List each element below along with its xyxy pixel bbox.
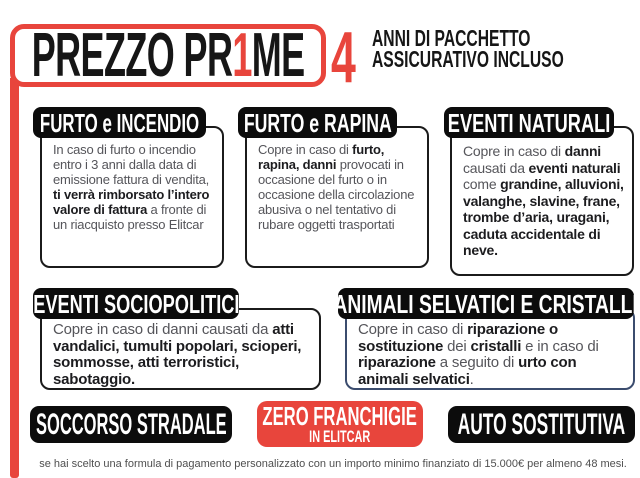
card-body-text (42, 128, 222, 240)
text-segment: Copre in caso di (463, 143, 565, 159)
bold-text-segment: ti verrà rimborsato l’intero valore di fattura (53, 187, 210, 217)
text-segment: dei (443, 337, 471, 355)
card-title: FURTO e RAPINA (243, 107, 392, 138)
card-title: EVENTI NATURALI (447, 107, 611, 138)
card-title: EVENTI SOCIOPOLITICI (32, 288, 240, 319)
badge-auto-sostitutiva (448, 406, 635, 443)
big-number-4: 4 (331, 18, 356, 98)
badge-label-line-2: IN ELITCAR (309, 426, 371, 446)
card-eventi-sociopolitici (32, 288, 321, 390)
card-animali-selvatici-e-cristalli (333, 288, 639, 390)
badge-zero-franchigie (257, 401, 423, 447)
bold-text-segment: cristalli (470, 337, 522, 355)
page-title (31, 20, 305, 90)
bold-text-segment: riparazione (358, 354, 436, 371)
text-segment: come (463, 176, 501, 192)
card-title-badge (33, 288, 239, 319)
text-segment: e in caso di (521, 337, 599, 355)
card-title: ANIMALI SELVATICI E CRISTALLI (333, 288, 639, 319)
card-title-badge (333, 288, 639, 319)
text-segment: In caso di furto o incendio entro i 3 anni dalla data di emissione fattura di vendita, (53, 142, 210, 187)
tagline (372, 25, 564, 72)
badge-label-line-1: ZERO FRANCHIGIE (262, 400, 418, 431)
card-title-badge (238, 107, 397, 138)
bold-text-segment: furto, rapina, danni (258, 142, 385, 172)
card-body-text (452, 128, 632, 267)
card-body-text (247, 128, 427, 240)
text-segment: Copre in caso di (358, 321, 468, 338)
text-segment: a fronte di un riacquisto presso Elitcar (53, 202, 207, 232)
badge-soccorso-stradale (30, 406, 232, 443)
footer-note: se hai scelto una formula di pagamento personalizzato con un importo minimo finanziato di 15.000€ per almeno 48 mesi. (39, 458, 627, 470)
card-furto-e-rapina (243, 107, 429, 268)
text-segment: Copre in caso di danni causati da (53, 321, 273, 338)
bold-text-segment: urto con animali selvatici (358, 354, 577, 388)
badge-label: AUTO SOSTITUTIVA (457, 407, 626, 441)
tagline-line-1: ANNI DI PACCHETTO (372, 25, 531, 51)
title-prefix: PREZZO PR (31, 20, 233, 90)
card-furto-e-incendio (39, 107, 224, 268)
card-body-text (347, 310, 633, 396)
bold-text-segment: riparazione o sostituzione (358, 321, 558, 355)
card-body-text (42, 310, 319, 396)
card-title: FURTO e INCENDIO (39, 107, 200, 138)
bold-text-segment: eventi naturali (528, 159, 621, 176)
title-highlight: 1 (232, 20, 252, 90)
badge-label: SOCCORSO STRADALE (35, 407, 227, 441)
bold-text-segment: danni (564, 143, 601, 159)
tagline-line-2: ASSICURATIVO INCLUSO (372, 46, 564, 72)
bold-text-segment: grandine, alluvioni, valanghe, slavine, frane, trombe d’aria, uragani, caduta accidentale di neve. (463, 176, 624, 258)
text-segment: causati da (463, 159, 529, 176)
text-segment: provocati in occasione del furto o in occasione della circolazione abusiva o nel tentativo di rubare oggetti trasportati (258, 157, 415, 232)
card-title-badge (444, 107, 614, 138)
card-eventi-naturali (447, 107, 634, 276)
text-segment: Copre in caso di (258, 142, 353, 157)
bold-text-segment: atti vandalici, tumulti popolari, scioperi, sommosse, atti terroristici, sabotaggio. (53, 321, 302, 388)
title-suffix: ME (251, 20, 305, 90)
card-title-badge (33, 107, 206, 138)
text-segment: . (469, 370, 474, 388)
left-accent-bar (10, 78, 19, 478)
text-segment: a seguito di (435, 354, 519, 371)
title-box (10, 20, 326, 90)
